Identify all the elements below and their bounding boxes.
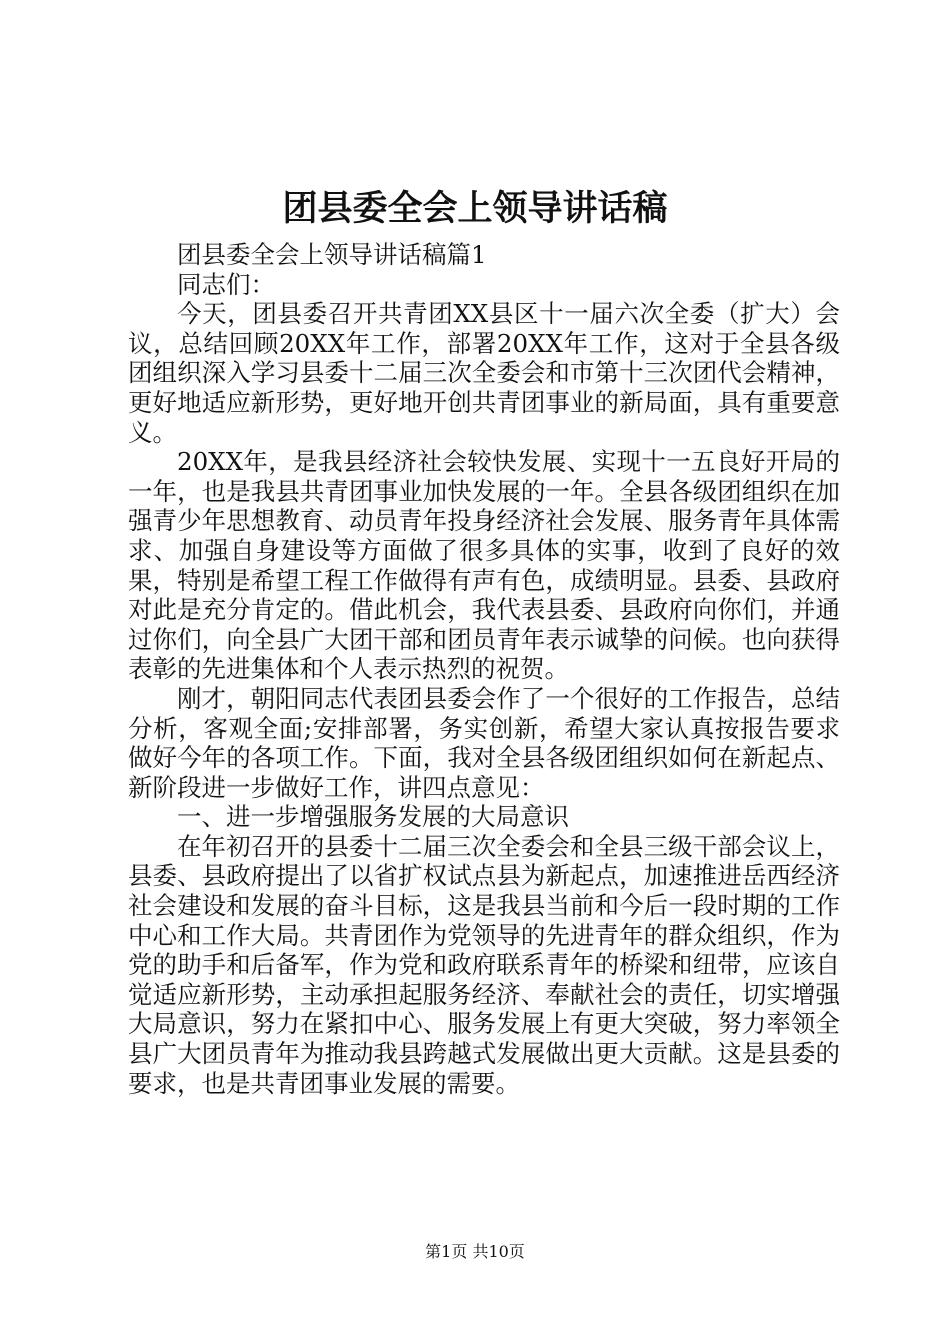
body-paragraph: 20XX年，是我县经济社会较快发展、实现十一五良好开局的一年，也是我县共青团事业加快发展的一年。全县各级团组织在加强青少年思想教育、动员青年投身经济社会发展、服务青年具体需求、加强自身建设等方面做了很多具体的实事，收到了良好的效果，特别是希望工程工作做得有声有色，成绩明显。县委、县政府对此是充分肯定的。借此机会，我代表县委、县政府向你们，并通过你们，向全县广大团干部和团员青年表示诚挚的问候。也向获得表彰的先进集体和个人表示热烈的祝贺。 [128,447,840,684]
document-body [128,240,840,1098]
section-heading: 团县委全会上领导讲话稿篇1 [177,240,487,269]
body-paragraph: 在年初召开的县委十二届三次全委会和全县三级干部会议上，县委、县政府提出了以省扩权试点县为新起点，加速推进岳西经济社会建设和发展的奋斗目标，这是我县当前和今后一段时期的工作中心和工作大局。共青团作为党领导的先进青年的群众组织，作为党的助手和后备军，作为党和政府联系青年的桥梁和纽带，应该自觉适应新形势，主动承担起服务经济、奉献社会的责任，切实增强大局意识，努力在紧扣中心、服务发展上有更大突破，努力率领全县广大团员青年为推动我县跨越式发展做出更大贡献。这是县委的要求，也是共青团事业发展的需要。 [128,831,840,1098]
salutation: 同志们： [177,269,275,299]
document-title: 团县委全会上领导讲话稿 [282,188,668,229]
body-paragraph: 刚才，朝阳同志代表团县委会作了一个很好的工作报告，总结分析，客观全面;安排部署，务实创新，希望大家认真按报告要求做好今年的各项工作。下面，我对全县各级团组织如何在新起点、新阶段进一步做好工作，讲四点意见： [128,683,840,802]
subsection-heading: 一、进一步增强服务发展的大局意识 [177,802,569,832]
page-footer: 第1页 共10页 [425,1242,525,1261]
body-paragraph: 今天，团县委召开共青团XX县区十一届六次全委（扩大）会议，总结回顾20XX年工作，部署20XX年工作，这对于全县各级团组织深入学习县委十二届三次全委会和市第十三次团代会精神，更好地适应新形势，更好地开创共青团事业的新局面，具有重要意义。 [128,299,840,447]
